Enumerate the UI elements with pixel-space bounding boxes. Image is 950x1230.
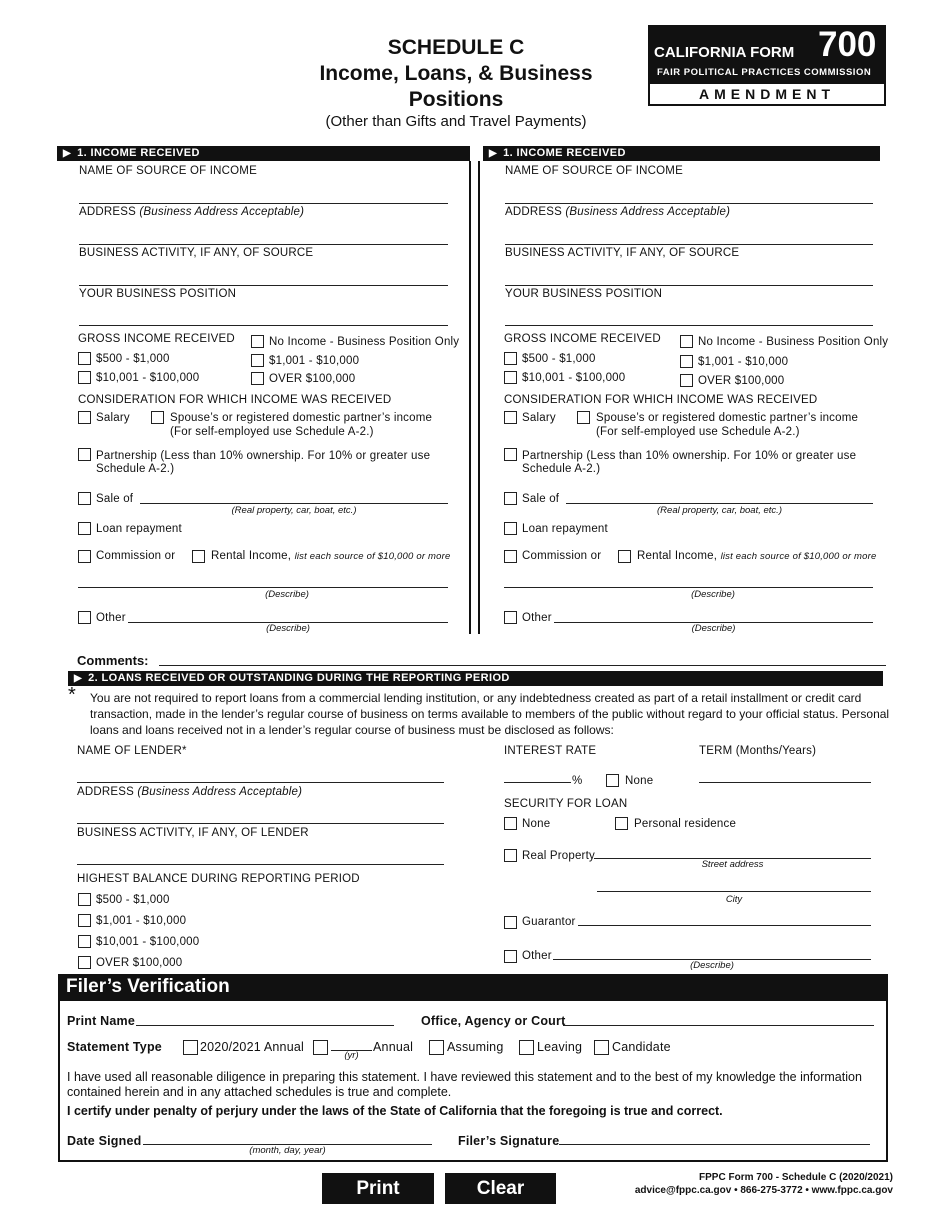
balance-1001-checkbox[interactable] <box>78 914 91 927</box>
signature-label: Filer’s Signature <box>458 1134 560 1148</box>
commission-label: FAIR POLITICAL PRACTICES COMMISSION <box>657 67 872 78</box>
loan-other-checkbox[interactable] <box>504 950 517 963</box>
income-section-title: 1. INCOME RECEIVED <box>503 147 626 159</box>
source-name-field[interactable] <box>79 203 448 204</box>
sale-of-field[interactable] <box>140 503 448 504</box>
print-name-field[interactable] <box>136 1025 394 1026</box>
sale-of-field[interactable] <box>566 503 873 504</box>
footer-contact: advice@fppc.ca.gov • 866-275-3772 • www.fppc.ca.gov <box>634 1185 893 1196</box>
address-field[interactable] <box>505 244 873 245</box>
business-activity-label: BUSINESS ACTIVITY, IF ANY, OF SOURCE <box>79 247 314 259</box>
term-label: TERM (Months/Years) <box>699 745 817 757</box>
range-over-checkbox[interactable] <box>680 374 693 387</box>
rental-income-note: list each source of $10,000 or more <box>720 551 877 562</box>
annual-2020-checkbox[interactable] <box>183 1040 198 1055</box>
lender-address-note: (Business Address Acceptable) <box>137 786 303 798</box>
rental-income-label <box>211 550 450 562</box>
rental-income-checkbox[interactable] <box>192 550 205 563</box>
range-1001-label: $1,001 - $10,000 <box>269 355 360 367</box>
assuming-checkbox[interactable] <box>429 1040 444 1055</box>
consideration-label: CONSIDERATION FOR WHICH INCOME WAS RECEIVED <box>504 394 818 406</box>
term-field[interactable] <box>699 782 871 783</box>
range-500-label: $500 - $1,000 <box>96 353 170 365</box>
loan-repayment-label: Loan repayment <box>522 523 608 535</box>
security-none-label: None <box>522 818 551 830</box>
rental-income-text: Rental Income, <box>211 550 292 562</box>
range-500-checkbox[interactable] <box>504 352 517 365</box>
interest-rate-label: INTEREST RATE <box>504 745 597 757</box>
salary-checkbox[interactable] <box>504 411 517 424</box>
salary-label: Salary <box>96 412 130 424</box>
commission-checkbox[interactable] <box>78 550 91 563</box>
comments-label: Comments: <box>77 653 149 668</box>
balance-10001-label: $10,001 - $100,000 <box>96 936 200 948</box>
real-property-checkbox[interactable] <box>504 849 517 862</box>
annual-yr-checkbox[interactable] <box>313 1040 328 1055</box>
annual-label: Annual <box>373 1040 414 1054</box>
leaving-checkbox[interactable] <box>519 1040 534 1055</box>
other-checkbox[interactable] <box>78 611 91 624</box>
range-10001-checkbox[interactable] <box>504 371 517 384</box>
arrow-icon: ▶ <box>74 673 83 684</box>
page-title-line2: Positions <box>408 88 504 111</box>
address-label-text: ADDRESS <box>505 206 562 218</box>
leaving-label: Leaving <box>537 1040 583 1054</box>
clear-button[interactable]: Clear <box>445 1173 556 1204</box>
source-name-label: NAME OF SOURCE OF INCOME <box>79 165 257 177</box>
spouse-income-note: (For self-employed use Schedule A-2.) <box>170 426 374 438</box>
address-field[interactable] <box>79 244 448 245</box>
city-field[interactable] <box>597 891 871 892</box>
amendment-label: AMENDMENT <box>699 86 835 102</box>
verification-header <box>58 974 888 1001</box>
rental-income-label <box>637 550 876 562</box>
interest-none-label: None <box>625 775 654 787</box>
lender-address-text: ADDRESS <box>77 786 134 798</box>
partnership-label-2: Schedule A-2.) <box>522 463 601 475</box>
highest-balance-label: HIGHEST BALANCE DURING REPORTING PERIOD <box>77 873 360 885</box>
range-over-label: OVER $100,000 <box>698 375 785 387</box>
candidate-checkbox[interactable] <box>594 1040 609 1055</box>
loan-repayment-label: Loan repayment <box>96 523 182 535</box>
loans-section-bar <box>68 671 883 686</box>
range-10001-label: $10,001 - $100,000 <box>522 372 626 384</box>
lender-activity-label: BUSINESS ACTIVITY, IF ANY, OF LENDER <box>77 827 309 839</box>
city-caption: City <box>725 894 743 905</box>
lender-name-label: NAME OF LENDER* <box>77 745 187 757</box>
office-label: Office, Agency or Court <box>421 1014 566 1028</box>
business-position-field[interactable] <box>505 325 873 326</box>
commission-describe-field[interactable] <box>78 587 448 588</box>
certify-statement: I certify under penalty of perjury under the laws of the State of California that the foregoing is true and correct. <box>67 1104 723 1118</box>
describe-caption: (Describe) <box>265 589 309 600</box>
lender-address-label <box>77 786 302 798</box>
salary-checkbox[interactable] <box>78 411 91 424</box>
range-over-checkbox[interactable] <box>251 372 264 385</box>
lender-name-field[interactable] <box>77 782 444 783</box>
address-label <box>505 206 730 218</box>
asterisk-marker: * <box>68 684 76 706</box>
partnership-label-2: Schedule A-2.) <box>96 463 175 475</box>
loans-section-title: 2. LOANS RECEIVED OR OUTSTANDING DURING THE REPORTING PERIOD <box>88 672 510 684</box>
spouse-income-checkbox[interactable] <box>151 411 164 424</box>
loan-repayment-checkbox[interactable] <box>78 522 91 535</box>
range-10001-checkbox[interactable] <box>78 371 91 384</box>
sale-of-note: (Real property, car, boat, etc.) <box>231 505 357 516</box>
consideration-label: CONSIDERATION FOR WHICH INCOME WAS RECEIVED <box>78 394 392 406</box>
range-500-checkbox[interactable] <box>78 352 91 365</box>
address-label <box>79 206 304 218</box>
date-signed-label: Date Signed <box>67 1134 142 1148</box>
street-address-caption: Street address <box>701 859 764 870</box>
business-position-label: YOUR BUSINESS POSITION <box>79 288 237 300</box>
range-1001-label: $1,001 - $10,000 <box>698 356 789 368</box>
guarantor-field[interactable] <box>578 925 871 926</box>
range-1001-checkbox[interactable] <box>680 355 693 368</box>
commission-checkbox[interactable] <box>504 550 517 563</box>
lender-activity-field[interactable] <box>77 864 444 865</box>
balance-over-checkbox[interactable] <box>78 956 91 969</box>
sale-of-label: Sale of <box>96 493 134 505</box>
spouse-income-checkbox[interactable] <box>577 411 590 424</box>
commission-label: Commission or <box>522 550 602 562</box>
balance-500-checkbox[interactable] <box>78 893 91 906</box>
loan-other-caption: (Describe) <box>690 960 734 971</box>
address-label-text: ADDRESS <box>79 206 136 218</box>
office-field[interactable] <box>563 1025 874 1026</box>
comments-field[interactable] <box>159 665 886 666</box>
gross-income-label: GROSS INCOME RECEIVED <box>504 333 661 345</box>
print-button[interactable]: Print <box>322 1173 434 1204</box>
annual-2020-label: 2020/2021 Annual <box>200 1040 304 1054</box>
partnership-checkbox[interactable] <box>78 448 91 461</box>
business-position-field[interactable] <box>79 325 448 326</box>
other-label: Other <box>96 612 126 624</box>
income-block-right <box>426 0 896 640</box>
page-subtitle: (Other than Gifts and Travel Payments) <box>325 113 587 130</box>
footer-form-id: FPPC Form 700 - Schedule C (2020/2021) <box>699 1172 893 1183</box>
page-title-line1: Income, Loans, & Business <box>319 62 593 85</box>
partnership-label-1: Partnership (Less than 10% ownership. For 10% or greater use <box>522 450 857 462</box>
rental-income-text: Rental Income, <box>637 550 718 562</box>
signature-field[interactable] <box>559 1144 870 1145</box>
assuming-label: Assuming <box>447 1040 504 1054</box>
range-10001-label: $10,001 - $100,000 <box>96 372 200 384</box>
interest-none-checkbox[interactable] <box>606 774 619 787</box>
partnership-checkbox[interactable] <box>504 448 517 461</box>
arrow-icon: ▶ <box>63 148 72 159</box>
range-500-label: $500 - $1,000 <box>522 353 596 365</box>
print-name-label: Print Name <box>67 1014 135 1028</box>
date-signed-caption: (month, day, year) <box>249 1145 326 1156</box>
rental-income-note: list each source of $10,000 or more <box>294 551 451 562</box>
commission-describe-field[interactable] <box>504 587 873 588</box>
business-activity-field[interactable] <box>505 285 873 286</box>
form-number: 700 <box>818 25 877 64</box>
address-note: (Business Address Acceptable) <box>565 206 731 218</box>
personal-residence-label: Personal residence <box>634 818 737 830</box>
candidate-label: Candidate <box>612 1040 671 1054</box>
balance-10001-checkbox[interactable] <box>78 935 91 948</box>
loans-notice: You are not required to report loans from a commercial lending institution, or any indebtedness created as part of a retail installment or credit card transaction, made in the lender’s regular course of business on terms available to members of the public without regard to your official status. Personal loans and loans received not in a lender’s regular course of business must be disclosed as follows: <box>90 691 890 737</box>
income-block-left <box>0 0 470 640</box>
describe-caption: (Describe) <box>691 589 735 600</box>
interest-rate-field[interactable] <box>504 782 571 783</box>
verification-title: Filer’s Verification <box>66 976 230 997</box>
other-describe-caption: (Describe) <box>266 623 310 634</box>
spouse-income-note: (For self-employed use Schedule A-2.) <box>596 426 800 438</box>
diligence-statement: I have used all reasonable diligence in preparing this statement. I have reviewed this statement and to the best of my knowledge the information contained herein and in any attached schedules is true and complete. <box>67 1070 862 1099</box>
arrow-icon: ▶ <box>489 148 498 159</box>
personal-residence-checkbox[interactable] <box>615 817 628 830</box>
business-activity-field[interactable] <box>79 285 448 286</box>
balance-over-label: OVER $100,000 <box>96 957 183 969</box>
sale-of-checkbox[interactable] <box>504 492 517 505</box>
security-label: SECURITY FOR LOAN <box>504 798 628 810</box>
other-describe-caption: (Describe) <box>691 623 736 634</box>
percent-sign: % <box>572 775 583 787</box>
form-label: CALIFORNIA FORM <box>654 44 795 61</box>
no-income-label: No Income - Business Position Only <box>698 336 889 348</box>
other-checkbox[interactable] <box>504 611 517 624</box>
guarantor-label: Guarantor <box>522 916 576 928</box>
range-over-label: OVER $100,000 <box>269 373 356 385</box>
security-none-checkbox[interactable] <box>504 817 517 830</box>
no-income-checkbox[interactable] <box>251 335 264 348</box>
sale-of-label: Sale of <box>522 493 560 505</box>
balance-500-label: $500 - $1,000 <box>96 894 170 906</box>
source-name-label: NAME OF SOURCE OF INCOME <box>505 165 683 177</box>
real-property-label: Real Property <box>522 850 595 862</box>
guarantor-checkbox[interactable] <box>504 916 517 929</box>
salary-label: Salary <box>522 412 556 424</box>
partnership-label-1: Partnership (Less than 10% ownership. For 10% or greater use <box>96 450 431 462</box>
sale-of-note: (Real property, car, boat, etc.) <box>657 505 782 516</box>
other-label: Other <box>522 612 552 624</box>
no-income-checkbox[interactable] <box>680 335 693 348</box>
business-position-label: YOUR BUSINESS POSITION <box>505 288 663 300</box>
schedule-label: SCHEDULE C <box>387 36 525 59</box>
range-1001-checkbox[interactable] <box>251 354 264 367</box>
balance-1001-label: $1,001 - $10,000 <box>96 915 187 927</box>
commission-label: Commission or <box>96 550 176 562</box>
loan-repayment-checkbox[interactable] <box>504 522 517 535</box>
source-name-field[interactable] <box>505 203 873 204</box>
spouse-income-label: Spouse’s or registered domestic partner’s income <box>170 412 433 424</box>
sale-of-checkbox[interactable] <box>78 492 91 505</box>
loan-other-label: Other <box>522 950 552 962</box>
gross-income-label: GROSS INCOME RECEIVED <box>78 333 235 345</box>
income-section-title: 1. INCOME RECEIVED <box>77 147 200 159</box>
address-note: (Business Address Acceptable) <box>139 206 305 218</box>
business-activity-label: BUSINESS ACTIVITY, IF ANY, OF SOURCE <box>505 247 740 259</box>
statement-type-label: Statement Type <box>67 1040 162 1054</box>
rental-income-checkbox[interactable] <box>618 550 631 563</box>
lender-address-field[interactable] <box>77 823 444 824</box>
yr-caption: (yr) <box>344 1050 359 1061</box>
no-income-label: No Income - Business Position Only <box>269 336 460 348</box>
spouse-income-label: Spouse’s or registered domestic partner’s income <box>596 412 859 424</box>
